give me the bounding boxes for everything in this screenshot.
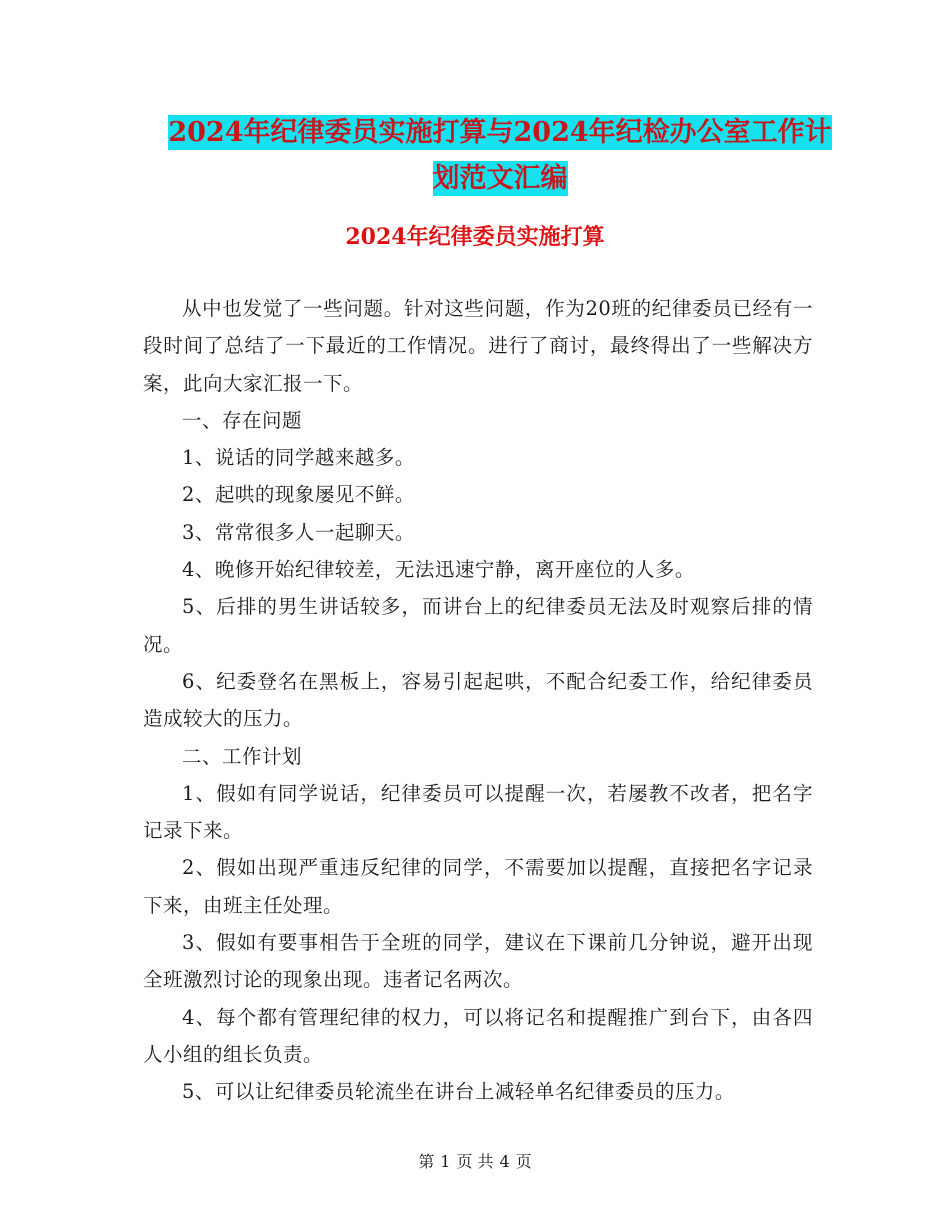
document-title-line-2: 划范文汇编 (432, 163, 568, 194)
page-footer (0, 1152, 950, 1172)
paragraph: 二、工作计划 (182, 744, 303, 768)
paragraph: 1、假如有同学说话，纪律委员可以提醒一次，若屡教不改者，把名字记录下来。 (143, 781, 813, 843)
paragraph: 4、每个都有管理纪律的权力，可以将记名和提醒推广到台下，由各四人小组的组长负责。 (143, 1005, 813, 1066)
paragraph: 6、纪委登名在黑板上，容易引起起哄，不配合纪委工作，给纪律委员造成较大的压力。 (143, 669, 813, 731)
paragraph: 2、假如出现严重违反纪律的同学，不需要加以提醒，直接把名字记录下来，由班主任处理。 (143, 856, 813, 917)
document-title (140, 110, 860, 202)
paragraph: 从中也发觉了一些问题。针对这些问题，作为20班的纪律委员已经有一段时间了总结了一下最近的工作情况。进行了商讨，最终得出了一些解决方案，此向大家汇报一下。 (143, 297, 813, 395)
current-page-number: 1 (440, 1152, 451, 1171)
paragraph: 5、后排的男生讲话较多，而讲台上的纪律委员无法及时观察后排的情况。 (143, 595, 813, 656)
document-body (143, 290, 813, 1111)
paragraph: 1、说话的同学越来越多。 (182, 446, 415, 470)
paragraph: 3、假如有要事相告于全班的同学，建议在下课前几分钟说，避开出现全班激烈讨论的现象出现。违者记名两次。 (143, 931, 813, 992)
document-title-line-1: 2024年纪律委员实施打算与2024年纪检办公室工作计 (168, 117, 832, 148)
footer-label-of: 页 共 (456, 1152, 494, 1171)
paragraph: 一、存在问题 (182, 408, 303, 432)
footer-label-page: 第 (418, 1152, 435, 1171)
paragraph: 5、可以让纪律委员轮流坐在讲台上减轻单名纪律委员的压力。 (182, 1080, 735, 1104)
paragraph: 2、起哄的现象屡见不鲜。 (182, 483, 415, 507)
paragraph: 4、晚修开始纪律较差，无法迅速宁静，离开座位的人多。 (182, 558, 695, 582)
paragraph: 3、常常很多人一起聊天。 (182, 520, 415, 544)
total-pages-number: 4 (499, 1152, 510, 1171)
section-title: 2024年纪律委员实施打算 (345, 224, 605, 250)
footer-label-pages: 页 (515, 1152, 532, 1171)
